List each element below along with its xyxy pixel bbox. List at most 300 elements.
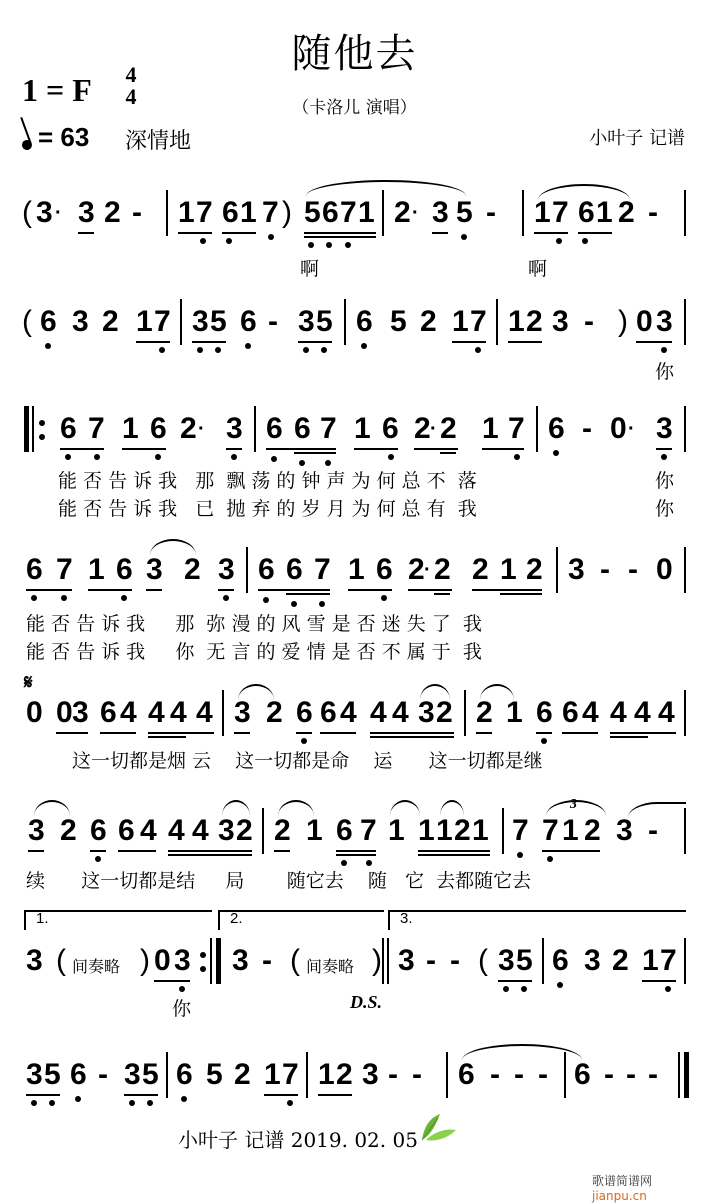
- note: 2: [394, 196, 411, 229]
- repeat-end-thin: [210, 938, 212, 984]
- note: 6: [116, 553, 133, 586]
- lyric-verse-2-end: 你: [655, 498, 675, 520]
- underline: [348, 589, 392, 591]
- barline: [166, 190, 168, 236]
- note: 0: [154, 944, 171, 977]
- note: 6: [266, 412, 283, 445]
- interlude-label: 间奏略: [72, 957, 121, 976]
- low-dot: [200, 238, 206, 244]
- barline: [684, 406, 686, 452]
- note: 6: [574, 1058, 591, 1091]
- underline: [642, 980, 676, 982]
- note: 4: [140, 814, 157, 847]
- barline: [684, 808, 686, 854]
- underline: [354, 448, 398, 450]
- final-barline-thick: [684, 1052, 689, 1098]
- dash: -: [538, 1058, 548, 1091]
- underline: [148, 736, 186, 738]
- segno-icon: 𝄋: [24, 670, 33, 694]
- low-dot: [215, 347, 221, 353]
- low-dot: [521, 986, 527, 992]
- note: 7: [262, 196, 279, 229]
- note: 0: [636, 305, 653, 338]
- dash: -: [388, 1058, 398, 1091]
- note: 5: [210, 305, 227, 338]
- dash: -: [648, 1058, 658, 1091]
- note: 1: [354, 412, 371, 445]
- barline: [684, 547, 686, 593]
- note: 0: [656, 553, 673, 586]
- underline: [226, 448, 242, 450]
- underline: [136, 341, 170, 343]
- repeat-dot: [200, 952, 206, 958]
- note: 2: [414, 412, 431, 445]
- time-signature-top: 4: [125, 62, 137, 87]
- note: 6: [376, 553, 393, 586]
- underline: [408, 589, 452, 591]
- note: 1: [178, 196, 195, 229]
- note: 0: [610, 412, 627, 445]
- lyric-verse-2: 能 否 告 诉 我 你 无 言 的 爱 情 是 否 不 属 于 我: [26, 641, 482, 663]
- note: 3: [26, 1058, 43, 1091]
- lyric-verse-2: 能 否 告 诉 我 已 抛 弃 的 岁 月 为 何 总 有 我: [58, 498, 477, 520]
- barline: [556, 547, 558, 593]
- note: 2: [336, 1058, 353, 1091]
- underline: [296, 732, 312, 734]
- note: 0: [56, 696, 73, 729]
- footer-signature: 小叶子 记谱 2019. 02. 05: [178, 1128, 418, 1152]
- underline: [234, 732, 250, 734]
- underline: [298, 341, 332, 343]
- note: 2: [236, 814, 253, 847]
- underline: [434, 593, 450, 595]
- watermark-site-name: 歌谱简谱网: [592, 1174, 653, 1188]
- lyric: 续 这一切都是结 局 随它去 随 它 去都随它去: [26, 870, 532, 892]
- lyric: 这一切都是烟 云 这一切都是命 运 这一切都是继: [72, 750, 543, 772]
- lyric-verse-1-end: 你: [655, 470, 675, 492]
- low-dot: [231, 454, 237, 460]
- low-dot: [661, 454, 667, 460]
- underline: [452, 341, 486, 343]
- note: 1: [122, 412, 139, 445]
- underline: [88, 589, 132, 591]
- note: 2: [274, 814, 291, 847]
- paren-close: ): [140, 944, 150, 977]
- note: 2: [584, 814, 601, 847]
- underline: [472, 589, 542, 591]
- low-dot: [129, 1100, 135, 1106]
- low-dot: [121, 595, 127, 601]
- underline: [122, 448, 166, 450]
- note: 2: [476, 696, 493, 729]
- dash: -: [490, 1058, 500, 1091]
- repeat-end-thick: [216, 938, 221, 984]
- dash: -: [426, 944, 436, 977]
- low-dot: [268, 234, 274, 240]
- paren-close: ): [618, 305, 628, 338]
- performer-subtitle: （卡洛儿 演唱）: [292, 98, 417, 118]
- underline: [414, 448, 458, 450]
- note: 3: [174, 944, 191, 977]
- note: 6: [562, 696, 579, 729]
- note: 1: [534, 196, 551, 229]
- dash: -: [268, 305, 278, 338]
- song-title: 随他去: [291, 31, 418, 77]
- note: 3: [218, 814, 235, 847]
- note: 1: [358, 196, 375, 229]
- note: 1: [642, 944, 659, 977]
- dash: -: [450, 944, 460, 977]
- underline: [26, 589, 72, 591]
- barline: [254, 406, 256, 452]
- barline: [684, 299, 686, 345]
- low-dot: [381, 595, 387, 601]
- note: 6: [296, 696, 313, 729]
- underline: [432, 232, 448, 234]
- note: 4: [196, 696, 213, 729]
- dal-segno-marking: D.S.: [350, 992, 383, 1012]
- site-watermark: [592, 1172, 709, 1203]
- repeat-dot: [39, 434, 45, 440]
- note: 4: [634, 696, 651, 729]
- note: 7: [196, 196, 213, 229]
- note: 5: [142, 1058, 159, 1091]
- note: 7: [470, 305, 487, 338]
- note: 2: [618, 196, 635, 229]
- low-dot: [326, 242, 332, 248]
- underline: [418, 854, 490, 856]
- dot-mark: ·: [628, 418, 635, 440]
- note: 6: [70, 1058, 87, 1091]
- dash: -: [604, 1058, 614, 1091]
- note: 3: [226, 412, 243, 445]
- barline: [262, 808, 264, 854]
- note: 1: [472, 814, 489, 847]
- expression-marking: 深情地: [125, 129, 192, 154]
- low-dot: [388, 454, 394, 460]
- note: 1: [436, 814, 453, 847]
- note: 6: [382, 412, 399, 445]
- volta-bracket-3: [388, 910, 686, 930]
- lyric-verse-1: 能 否 告 诉 我 那 飘 荡 的 钟 声 为 何 总 不 落: [58, 470, 477, 492]
- note: 2: [180, 412, 197, 445]
- low-dot: [31, 1100, 37, 1106]
- lyric: 啊: [300, 258, 320, 280]
- dash: -: [486, 196, 496, 229]
- note: 2: [526, 305, 543, 338]
- note: 3: [72, 305, 89, 338]
- note: 2: [434, 553, 451, 586]
- note: 6: [60, 412, 77, 445]
- note: 7: [320, 412, 337, 445]
- repeat-start-thin: [32, 406, 34, 452]
- low-dot: [557, 982, 563, 988]
- note: 3: [656, 305, 673, 338]
- note: 5: [456, 196, 473, 229]
- low-dot: [94, 454, 100, 460]
- dash: -: [584, 305, 594, 338]
- note: 1: [348, 553, 365, 586]
- low-dot: [181, 1096, 187, 1102]
- low-dot: [665, 986, 671, 992]
- note: 5: [44, 1058, 61, 1091]
- barline: [222, 690, 224, 736]
- paren-open: (: [56, 944, 66, 977]
- underline: [498, 980, 532, 982]
- paren-open: (: [478, 944, 488, 977]
- volta-bracket-2: [218, 910, 384, 930]
- low-dot: [223, 595, 229, 601]
- note: 4: [658, 696, 675, 729]
- dash: -: [98, 1058, 108, 1091]
- low-dot: [345, 242, 351, 248]
- low-dot: [271, 456, 277, 462]
- note: 4: [120, 696, 137, 729]
- low-dot: [287, 1100, 293, 1106]
- note: 1: [482, 412, 499, 445]
- underline: [168, 854, 252, 856]
- low-dot: [147, 1100, 153, 1106]
- underline: [124, 1094, 158, 1096]
- dot-mark: ·: [55, 202, 62, 224]
- note: 5: [206, 1058, 223, 1091]
- low-dot: [361, 343, 367, 349]
- final-barline-thin: [678, 1052, 680, 1098]
- underline: [100, 732, 136, 734]
- low-dot: [65, 454, 71, 460]
- paren-open: (: [22, 305, 32, 338]
- note: 3: [362, 1058, 379, 1091]
- note: 3: [616, 814, 633, 847]
- low-dot: [319, 601, 325, 607]
- note: 2: [472, 553, 489, 586]
- note: 2: [526, 553, 543, 586]
- low-dot: [503, 986, 509, 992]
- note: 1: [388, 814, 405, 847]
- barline: [496, 299, 498, 345]
- double-barline: [382, 938, 384, 984]
- note: 3: [28, 814, 45, 847]
- dash: -: [628, 553, 638, 586]
- note: 1: [500, 553, 517, 586]
- underline: [636, 341, 672, 343]
- note: 3: [298, 305, 315, 338]
- volta-label-2: 2.: [230, 910, 243, 927]
- low-dot: [661, 347, 667, 353]
- volta-label-1: 1.: [36, 910, 49, 927]
- underline: [178, 232, 212, 234]
- underline: [274, 850, 290, 852]
- underline: [154, 980, 190, 982]
- time-signature-bottom: 4: [125, 84, 137, 109]
- dot-mark: ·: [412, 202, 419, 224]
- low-dot: [291, 601, 297, 607]
- note: 3: [232, 944, 249, 977]
- note: 5: [390, 305, 407, 338]
- dash: -: [626, 1058, 636, 1091]
- note: 2: [102, 305, 119, 338]
- note: 3: [398, 944, 415, 977]
- barline: [464, 690, 466, 736]
- note: 3: [656, 412, 673, 445]
- dot-mark: ·: [430, 418, 437, 440]
- underline: [534, 232, 568, 234]
- note: 5: [516, 944, 533, 977]
- note: 3: [584, 944, 601, 977]
- underline: [370, 732, 454, 734]
- note: 6: [150, 412, 167, 445]
- note: 2: [612, 944, 629, 977]
- dash: -: [648, 814, 658, 847]
- note: 3: [36, 196, 53, 229]
- low-dot: [95, 856, 101, 862]
- barline: [344, 299, 346, 345]
- note: 1: [562, 814, 579, 847]
- note: 1: [88, 553, 105, 586]
- barline: [246, 547, 248, 593]
- underline: [56, 732, 88, 734]
- low-dot: [553, 450, 559, 456]
- note: 7: [660, 944, 677, 977]
- underline: [320, 732, 356, 734]
- watermark-domain: jianpu.cn: [592, 1189, 647, 1203]
- low-dot: [49, 1100, 55, 1106]
- barline: [306, 1052, 308, 1098]
- low-dot: [45, 343, 51, 349]
- underline: [28, 850, 44, 852]
- underline: [90, 850, 106, 852]
- triplet-label: 3: [570, 797, 577, 812]
- low-dot: [245, 343, 251, 349]
- low-dot: [197, 347, 203, 353]
- note: 3: [192, 305, 209, 338]
- note: 6: [536, 696, 553, 729]
- note: 4: [148, 696, 165, 729]
- note: 7: [88, 412, 105, 445]
- underline: [118, 850, 156, 852]
- underline: [536, 732, 552, 734]
- underline: [266, 448, 336, 450]
- low-dot: [303, 347, 309, 353]
- note: 7: [542, 814, 559, 847]
- barline: [564, 1052, 566, 1098]
- note: 3: [218, 553, 235, 586]
- barline: [684, 690, 686, 736]
- underline: [562, 732, 598, 734]
- note: 6: [222, 196, 239, 229]
- underline: [192, 341, 226, 343]
- low-dot: [31, 595, 37, 601]
- low-dot: [263, 597, 269, 603]
- low-dot: [301, 738, 307, 744]
- low-dot: [475, 347, 481, 353]
- note: 2: [454, 814, 471, 847]
- note: 7: [282, 1058, 299, 1091]
- note: 4: [170, 696, 187, 729]
- note: 1: [452, 305, 469, 338]
- underline: [418, 850, 490, 852]
- note: 2: [266, 696, 283, 729]
- dash: -: [648, 196, 658, 229]
- dash: -: [412, 1058, 422, 1091]
- low-dot: [155, 454, 161, 460]
- note: 3: [78, 196, 95, 229]
- underline: [440, 452, 456, 454]
- underline: [26, 1094, 60, 1096]
- note: 6: [578, 196, 595, 229]
- barline: [502, 808, 504, 854]
- paren-open: (: [290, 944, 300, 977]
- note: 4: [370, 696, 387, 729]
- note: 6: [100, 696, 117, 729]
- repeat-start-thick: [24, 406, 29, 452]
- low-dot: [556, 238, 562, 244]
- note: 6: [458, 1058, 475, 1091]
- underline: [304, 236, 376, 238]
- note: 7: [552, 196, 569, 229]
- low-dot: [547, 856, 553, 862]
- paren-close: ): [282, 196, 292, 229]
- note: 6: [286, 553, 303, 586]
- note: 7: [360, 814, 377, 847]
- underline: [610, 732, 676, 734]
- barline: [684, 938, 686, 984]
- low-dot: [582, 238, 588, 244]
- note: 3: [146, 553, 163, 586]
- slur: [306, 180, 466, 196]
- low-dot: [461, 234, 467, 240]
- note: 6: [356, 305, 373, 338]
- note: 6: [294, 412, 311, 445]
- underline: [148, 732, 214, 734]
- note: 6: [90, 814, 107, 847]
- low-dot: [517, 852, 523, 858]
- barline: [536, 406, 538, 452]
- leaf-icon: [418, 1112, 458, 1142]
- note: 3: [72, 696, 89, 729]
- barline: [446, 1052, 448, 1098]
- note: 0: [26, 696, 43, 729]
- note: 2: [420, 305, 437, 338]
- note: 6: [336, 814, 353, 847]
- underline: [264, 1094, 298, 1096]
- note: 6: [548, 412, 565, 445]
- underline: [610, 736, 648, 738]
- dash: -: [262, 944, 272, 977]
- note: 2: [436, 696, 453, 729]
- paren-close: ): [372, 944, 382, 977]
- note: 1: [508, 305, 525, 338]
- dash: -: [514, 1058, 524, 1091]
- underline: [318, 1094, 352, 1096]
- note: 6: [552, 944, 569, 977]
- underline: [476, 732, 492, 734]
- tempo-value: = 63: [38, 122, 90, 152]
- underline: [656, 448, 672, 450]
- barline: [166, 1052, 168, 1098]
- note: 3: [234, 696, 251, 729]
- note: 4: [168, 814, 185, 847]
- note: 6: [118, 814, 135, 847]
- note: 3: [124, 1058, 141, 1091]
- barline: [684, 190, 686, 236]
- note: 6: [26, 553, 43, 586]
- note: 3: [552, 305, 569, 338]
- underline: [508, 341, 542, 343]
- note: 6: [240, 305, 257, 338]
- note: 6: [40, 305, 57, 338]
- dash: -: [582, 412, 592, 445]
